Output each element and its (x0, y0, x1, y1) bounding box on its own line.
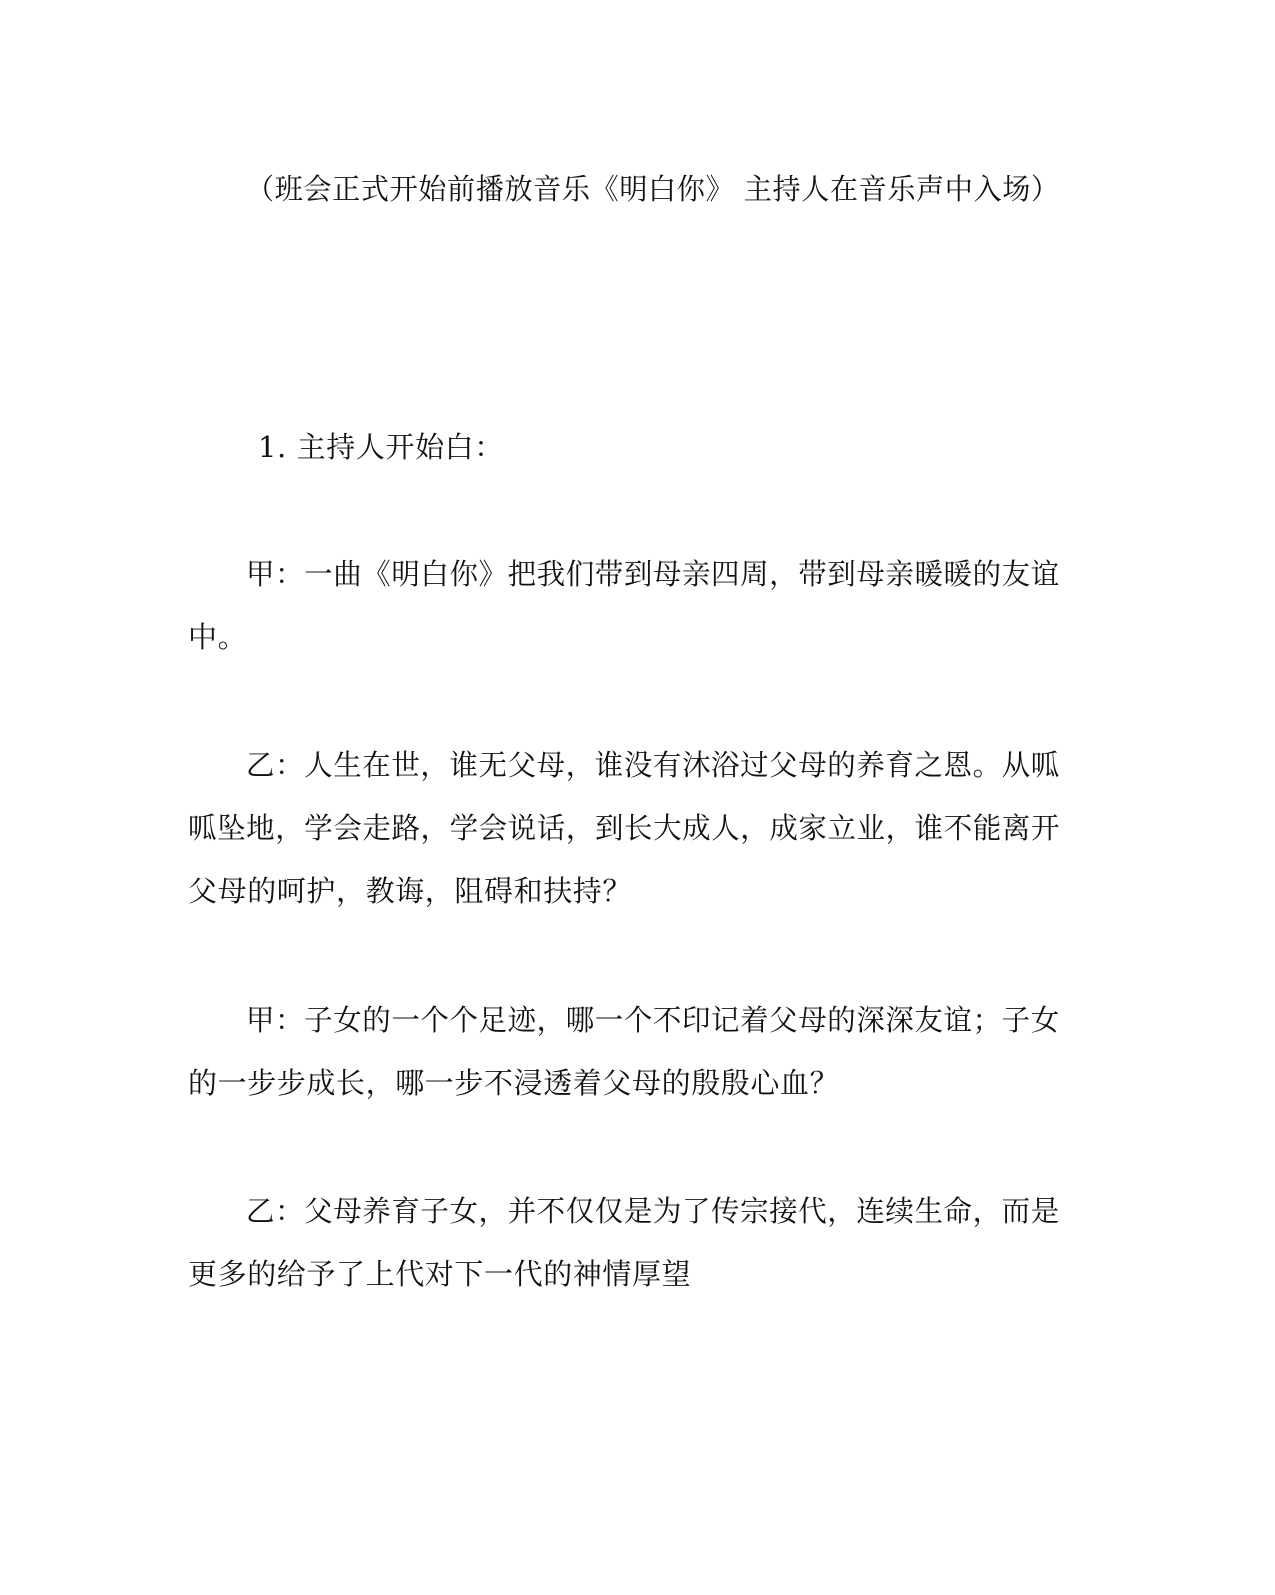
stage-direction: （班会正式开始前播放音乐《明白你》 主持人在音乐声中入场） (246, 172, 1060, 206)
paragraph-line: 的一步步成长，哪一步不浸透着父母的殷殷心血？ (188, 1066, 840, 1100)
paragraph-line: 甲：子女的一个个足迹，哪一个不印记着父母的深深友谊；子女 (246, 1003, 1060, 1037)
paragraph-line: 甲：一曲《明白你》把我们带到母亲四周，带到母亲暖暖的友谊 (246, 557, 1060, 591)
paragraph-line: 乙：父母养育子女，并不仅仅是为了传宗接代，连续生命，而是 (246, 1194, 1060, 1228)
paragraph-line: 更多的给予了上代对下一代的神情厚望 (188, 1257, 692, 1291)
paragraph-line: 呱坠地，学会走路，学会说话，到长大成人，成家立业，谁不能离开 (188, 811, 1061, 845)
paragraph-line: 乙：人生在世，谁无父母，谁没有沐浴过父母的养育之恩。从呱 (246, 748, 1060, 782)
section-heading: 1. 主持人开始白： (258, 430, 504, 464)
paragraph-line: 父母的呵护，教诲，阻碍和扶持？ (188, 874, 633, 908)
paragraph-line: 中。 (188, 620, 248, 654)
